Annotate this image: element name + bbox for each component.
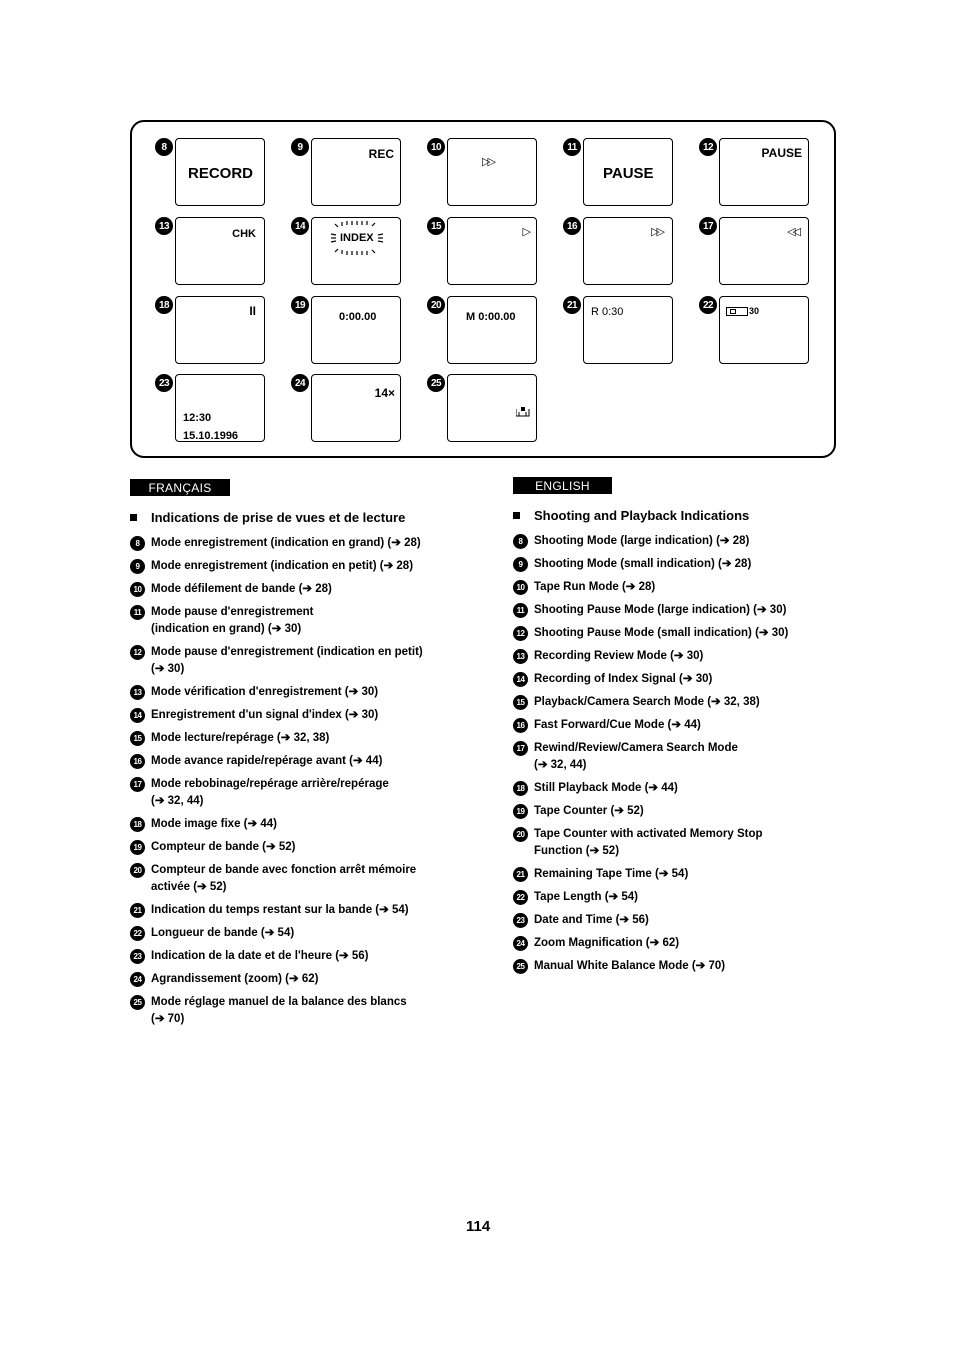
section-heading [130,510,470,526]
item-text: Still Playback Mode (➔ 44) [534,782,678,794]
square-bullet-icon [513,512,520,519]
number-bullet-icon: 8 [513,534,528,549]
fast-forward-icon: ▷▷ [651,226,662,238]
item-text-continued: (indication en grand) (➔ 30) [151,623,302,635]
number-bullet-icon: 22 [513,890,528,905]
item-text: Mode défilement de bande (➔ 28) [151,583,332,595]
viewfinder-screen [175,217,265,285]
indicator-number: 23 [155,374,173,392]
remaining-time: R 0:30 [591,306,624,318]
list-item [130,994,470,1028]
indicator-number: 25 [427,374,445,392]
fast-forward-icon: ▷▷ [482,156,493,168]
index-label: INDEX [340,232,374,244]
list-item [513,803,853,820]
item-text: Tape Length (➔ 54) [534,891,638,903]
list-item [513,648,853,665]
item-text: Tape Counter with activated Memory Stop [534,828,763,840]
list-item [513,579,853,596]
item-text: Indication du temps restant sur la bande (➔ 54) [151,904,409,916]
item-text-continued: (➔ 70) [151,1013,185,1025]
indicator-number: 13 [155,217,173,235]
number-bullet-icon: 12 [130,645,145,660]
viewfinder-screen [447,374,537,442]
tape-length-readout [726,306,759,316]
item-text: Manual White Balance Mode (➔ 70) [534,960,726,972]
indicator-number: 18 [155,296,173,314]
item-text: Fast Forward/Cue Mode (➔ 44) [534,719,701,731]
number-bullet-icon: 24 [130,972,145,987]
number-bullet-icon: 21 [130,903,145,918]
indicator-number: 9 [291,138,309,156]
pause-label-small: PAUSE [761,146,802,160]
item-text-continued: (➔ 32, 44) [151,795,204,807]
english-column [513,508,853,981]
white-balance-icon [516,407,530,417]
viewfinder-screen [583,217,673,285]
viewfinder-screen [175,138,265,206]
indicator-number: 22 [699,296,717,314]
number-bullet-icon: 18 [130,817,145,832]
number-bullet-icon: 25 [130,995,145,1010]
indicator-number: 21 [563,296,581,314]
viewfinder-screen [583,296,673,364]
number-bullet-icon: 25 [513,959,528,974]
item-text: Date and Time (➔ 56) [534,914,649,926]
indicator-number: 8 [155,138,173,156]
number-bullet-icon: 14 [513,672,528,687]
viewfinder-screen [719,296,809,364]
indicator-number: 11 [563,138,581,156]
tape-counter: 0:00.00 [339,311,377,323]
pause-label-large: PAUSE [603,165,654,182]
item-text: Shooting Mode (large indication) (➔ 28) [534,535,750,547]
indicator-number: 15 [427,217,445,235]
chk-label: CHK [232,228,256,240]
item-text: Agrandissement (zoom) (➔ 62) [151,973,319,985]
viewfinder-screen [447,138,537,206]
time-readout: 12:30 [183,412,212,424]
french-list [130,535,470,1028]
number-bullet-icon: 23 [130,949,145,964]
item-text: Shooting Pause Mode (small indication) (➔ 30) [534,627,789,639]
number-bullet-icon: 16 [130,754,145,769]
list-item [130,862,470,896]
page-number: 114 [466,1218,491,1235]
viewfinder-screen [311,296,401,364]
item-text: Mode pause d'enregistrement [151,606,314,618]
number-bullet-icon: 8 [130,536,145,551]
number-bullet-icon: 23 [513,913,528,928]
list-item [130,925,470,942]
list-item [130,604,470,638]
cassette-icon [726,307,748,316]
item-text: Mode avance rapide/repérage avant (➔ 44) [151,755,383,767]
viewfinder-screen [311,374,401,442]
indicator-number: 24 [291,374,309,392]
list-item [513,602,853,619]
item-text: Mode lecture/repérage (➔ 32, 38) [151,732,330,744]
viewfinder-screen [583,138,673,206]
memory-counter: M 0:00.00 [466,311,516,323]
viewfinder-screen [311,138,401,206]
viewfinder-screen [447,217,537,285]
viewfinder-screen [447,296,537,364]
list-item [130,730,470,747]
number-bullet-icon: 11 [513,603,528,618]
list-item [513,935,853,952]
list-item [130,839,470,856]
number-bullet-icon: 9 [513,557,528,572]
number-bullet-icon: 11 [130,605,145,620]
item-text: Indication de la date et de l'heure (➔ 56) [151,950,369,962]
list-item [513,671,853,688]
number-bullet-icon: 10 [513,580,528,595]
list-item [513,533,853,550]
viewfinder-screen [719,217,809,285]
rewind-icon: ◁◁ [787,226,798,238]
number-bullet-icon: 16 [513,718,528,733]
number-bullet-icon: 13 [513,649,528,664]
list-item [130,707,470,724]
indicator-number: 14 [291,217,309,235]
number-bullet-icon: 9 [130,559,145,574]
item-text: Recording of Index Signal (➔ 30) [534,673,713,685]
viewfinder-screen [311,217,401,285]
number-bullet-icon: 15 [130,731,145,746]
list-item [513,866,853,883]
indicator-number: 19 [291,296,309,314]
item-text: Recording Review Mode (➔ 30) [534,650,704,662]
number-bullet-icon: 20 [130,863,145,878]
list-item [130,776,470,810]
list-item [513,694,853,711]
item-text-continued: Function (➔ 52) [534,845,620,857]
number-bullet-icon: 17 [130,777,145,792]
number-bullet-icon: 12 [513,626,528,641]
indicator-number: 16 [563,217,581,235]
viewfinder-screen [175,296,265,364]
item-text-continued: (➔ 32, 44) [534,759,587,771]
list-item [130,558,470,575]
item-text: Remaining Tape Time (➔ 54) [534,868,689,880]
indicator-number: 10 [427,138,445,156]
list-item [130,753,470,770]
item-text-continued: activée (➔ 52) [151,881,227,893]
tape-length-value: 30 [749,306,760,316]
francais-header: FRANÇAIS [130,479,230,496]
list-item [513,740,853,774]
date-readout: 15.10.1996 [183,430,239,442]
item-text: Compteur de bande (➔ 52) [151,841,296,853]
item-text: Enregistrement d'un signal d'index (➔ 30) [151,709,379,721]
number-bullet-icon: 20 [513,827,528,842]
list-item [130,902,470,919]
number-bullet-icon: 15 [513,695,528,710]
item-text: Compteur de bande avec fonction arrêt mémoire [151,864,417,876]
list-item [513,780,853,797]
still-pause-icon: II [249,304,256,318]
item-text: Mode réglage manuel de la balance des blancs [151,996,407,1008]
number-bullet-icon: 17 [513,741,528,756]
english-header: ENGLISH [513,477,612,494]
item-text: Longueur de bande (➔ 54) [151,927,295,939]
list-item [513,912,853,929]
item-text: Mode vérification d'enregistrement (➔ 30) [151,686,379,698]
record-label: RECORD [188,165,254,182]
item-text: Zoom Magnification (➔ 62) [534,937,680,949]
viewfinder-screen [719,138,809,206]
item-text: Playback/Camera Search Mode (➔ 32, 38) [534,696,760,708]
list-item [513,826,853,860]
list-item [513,958,853,975]
number-bullet-icon: 22 [130,926,145,941]
french-column [130,510,470,1034]
list-item [130,644,470,678]
item-text: Shooting Mode (small indication) (➔ 28) [534,558,752,570]
list-item [130,684,470,701]
list-item [130,948,470,965]
number-bullet-icon: 10 [130,582,145,597]
list-item [513,556,853,573]
indicator-number: 17 [699,217,717,235]
square-bullet-icon [130,514,137,521]
number-bullet-icon: 18 [513,781,528,796]
number-bullet-icon: 19 [513,804,528,819]
section-heading [513,508,853,524]
list-item [130,816,470,833]
item-text-continued: (➔ 30) [151,663,185,675]
number-bullet-icon: 19 [130,840,145,855]
list-item [130,535,470,552]
item-text: Shooting Pause Mode (large indication) (➔ 30) [534,604,787,616]
list-item [130,581,470,598]
item-text: Mode rebobinage/repérage arrière/repérage [151,778,389,790]
item-text: Mode pause d'enregistrement (indication en petit) [151,646,423,658]
item-text: Mode image fixe (➔ 44) [151,818,277,830]
item-text: Mode enregistrement (indication en petit) (➔ 28) [151,560,414,572]
list-item [513,889,853,906]
indicator-number: 20 [427,296,445,314]
list-item [130,971,470,988]
item-text: Tape Counter (➔ 52) [534,805,644,817]
play-icon: ▷ [522,226,528,238]
viewfinder-screen [175,374,265,442]
zoom-readout: 14× [374,386,395,400]
number-bullet-icon: 14 [130,708,145,723]
heading-text: Shooting and Playback Indications [534,508,750,523]
number-bullet-icon: 24 [513,936,528,951]
item-text: Rewind/Review/Camera Search Mode [534,742,738,754]
number-bullet-icon: 13 [130,685,145,700]
heading-text: Indications de prise de vues et de lecture [151,510,406,525]
number-bullet-icon: 21 [513,867,528,882]
indicator-number: 12 [699,138,717,156]
item-text: Tape Run Mode (➔ 28) [534,581,656,593]
english-list [513,533,853,975]
rec-label: REC [368,147,394,161]
list-item [513,717,853,734]
item-text: Mode enregistrement (indication en grand) (➔ 28) [151,537,421,549]
list-item [513,625,853,642]
